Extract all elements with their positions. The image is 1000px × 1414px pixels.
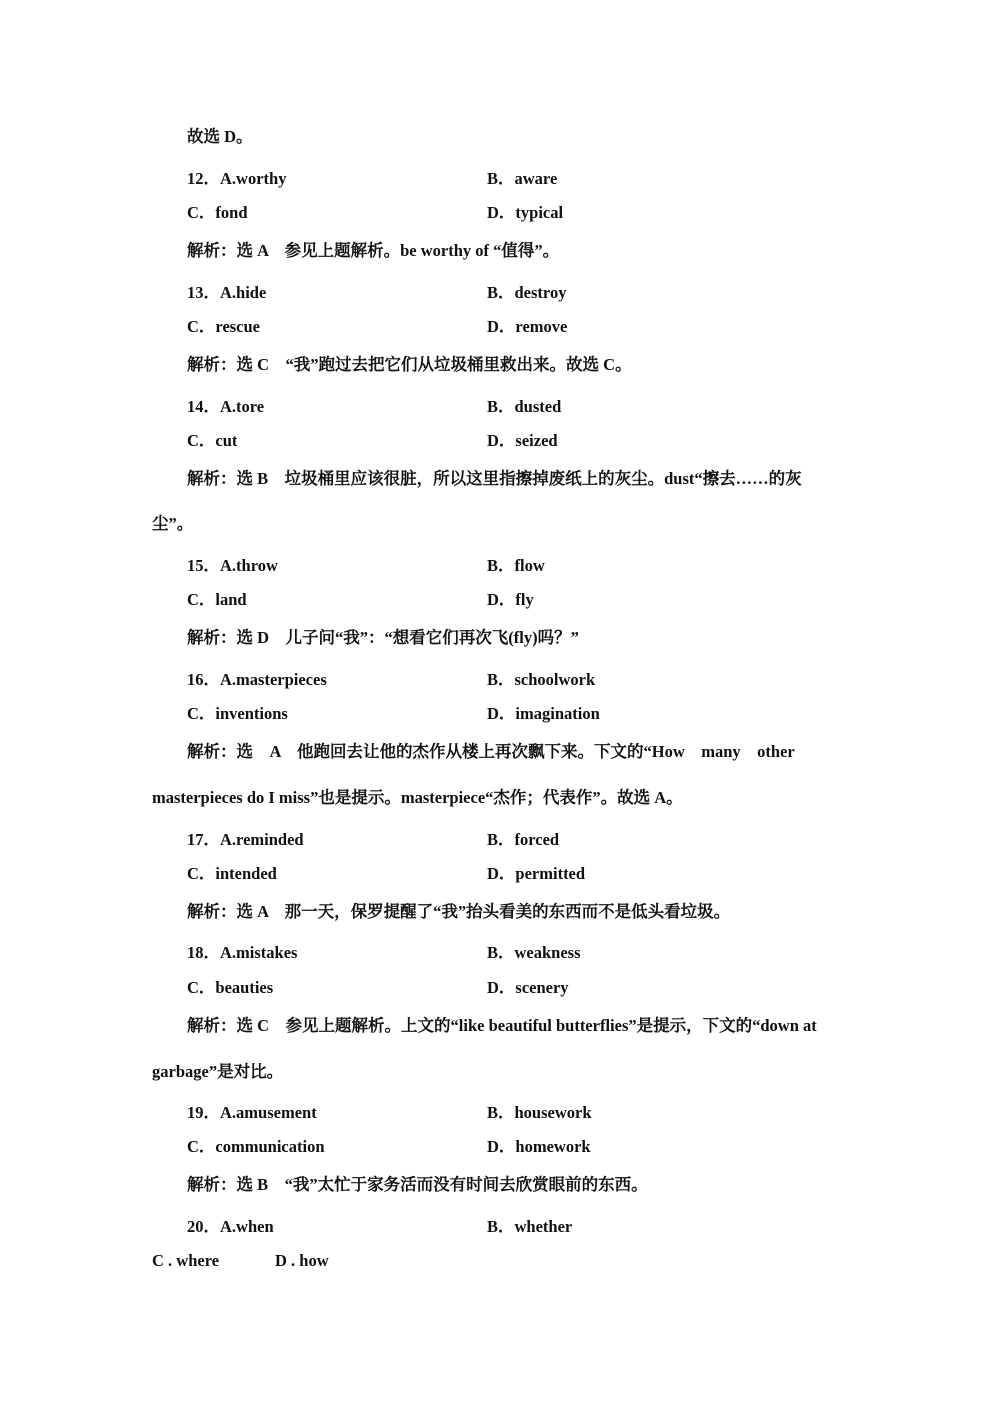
- q15-option-b: B．flow: [487, 556, 545, 575]
- q12-option-c: C．fond: [187, 203, 248, 222]
- q15-option-d: D．fly: [487, 590, 534, 609]
- q18-option-a: 18．A.mistakes: [187, 943, 298, 962]
- q19-option-c: C．communication: [187, 1137, 325, 1156]
- q20-option-d: D . how: [275, 1251, 329, 1270]
- q20-option-a: 20．A.when: [187, 1217, 274, 1236]
- q19-option-b: B．housework: [487, 1103, 592, 1122]
- q18-option-d: D．scenery: [487, 978, 569, 997]
- q16-option-c: C．inventions: [187, 704, 288, 723]
- q15-option-c: C．land: [187, 590, 247, 609]
- q18-explanation-cont: garbage”是对比。: [152, 1062, 284, 1081]
- q12-option-d: D．typical: [487, 203, 564, 222]
- q15-explanation: 解析：选 D 儿子问“我”：“想看它们再次飞(fly)吗？”: [187, 628, 579, 647]
- q18-option-c: C．beauties: [187, 978, 274, 997]
- q13-option-d: D．remove: [487, 317, 568, 336]
- q12-explanation: 解析：选 A 参见上题解析。be worthy of “值得”。: [187, 241, 560, 260]
- q16-explanation: 解析：选 A 他跑回去让他的杰作从楼上再次飘下来。下文的“How many other: [187, 742, 795, 761]
- intro-text: 故选 D。: [187, 127, 253, 146]
- q17-explanation: 解析：选 A 那一天，保罗提醒了“我”抬头看美的东西而不是低头看垃圾。: [187, 902, 731, 921]
- q19-option-d: D．homework: [487, 1137, 591, 1156]
- q14-option-b: B．dusted: [487, 397, 562, 416]
- q16-option-d: D．imagination: [487, 704, 600, 723]
- q13-option-a: 13．A.hide: [187, 283, 267, 302]
- q17-option-b: B．forced: [487, 830, 560, 849]
- q18-explanation: 解析：选 C 参见上题解析。上文的“like beautiful butterflies”是提示，下文的“down at: [187, 1016, 817, 1035]
- q14-explanation-cont: 尘”。: [152, 514, 194, 533]
- q17-option-c: C．intended: [187, 864, 277, 883]
- q17-option-a: 17．A.reminded: [187, 830, 304, 849]
- q14-option-c: C．cut: [187, 431, 238, 450]
- q16-option-a: 16．A.masterpieces: [187, 670, 327, 689]
- q16-option-b: B．schoolwork: [487, 670, 596, 689]
- q20-option-c: C . where: [152, 1251, 220, 1270]
- q17-option-d: D．permitted: [487, 864, 586, 883]
- q20-option-b: B．whether: [487, 1217, 573, 1236]
- q14-explanation: 解析：选 B 垃圾桶里应该很脏，所以这里指擦掉废纸上的灰尘。dust“擦去……的灰: [187, 469, 802, 488]
- q19-option-a: 19．A.amusement: [187, 1103, 317, 1122]
- q12-option-a: 12．A.worthy: [187, 169, 287, 188]
- q13-explanation: 解析：选 C “我”跑过去把它们从垃圾桶里救出来。故选 C。: [187, 355, 632, 374]
- q12-option-b: B．aware: [487, 169, 558, 188]
- q13-option-c: C．rescue: [187, 317, 261, 336]
- q18-option-b: B．weakness: [487, 943, 581, 962]
- q16-explanation-cont: masterpieces do I miss”也是提示。masterpiece“杰作；代表作”。故选 A。: [152, 788, 683, 807]
- q14-option-d: D．seized: [487, 431, 558, 450]
- q14-option-a: 14．A.tore: [187, 397, 265, 416]
- q19-explanation: 解析：选 B “我”太忙于家务活而没有时间去欣赏眼前的东西。: [187, 1175, 648, 1194]
- q13-option-b: B．destroy: [487, 283, 567, 302]
- q15-option-a: 15．A.throw: [187, 556, 278, 575]
